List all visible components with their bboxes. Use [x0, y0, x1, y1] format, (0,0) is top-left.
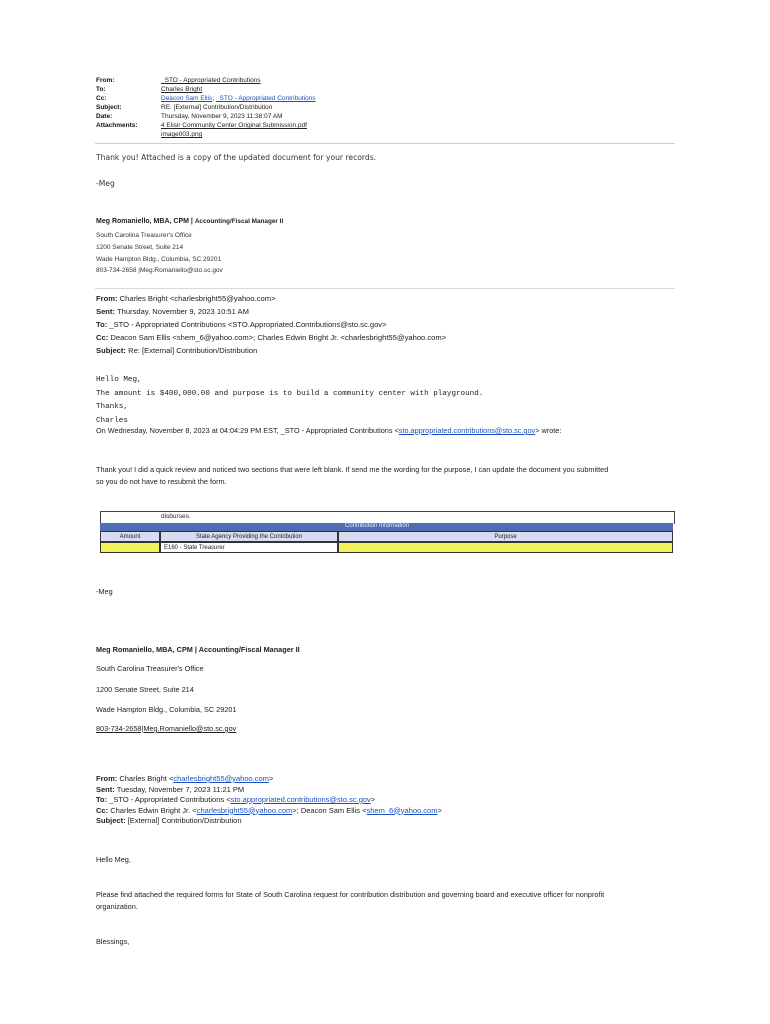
signature2-line2: 1200 Senate Street, Suite 214: [96, 685, 194, 694]
signature1-name-text: Meg Romaniello, MBA, CPM |: [96, 218, 193, 225]
signature1-line2: 1200 Senate Street, Suite 214: [96, 244, 184, 251]
msg2-sent-label: Sent:: [96, 307, 115, 316]
msg4-cc-link2[interactable]: shem_6@yahoo.com: [366, 805, 438, 815]
msg2-line4: Charles: [96, 417, 128, 425]
msg4-subject-label: Subject:: [96, 816, 126, 825]
attachment-link-1[interactable]: 4 Elisir Community Center Original Submission.pdf: [161, 122, 307, 129]
msg4-subject-row: [96, 816, 442, 827]
header-date-value: Thursday, November 9, 2023 11:38:07 AM: [161, 113, 283, 120]
msg3-body-line2: so you do not have to resubmit the form.: [96, 477, 227, 486]
msg4-header: [96, 774, 442, 827]
msg4-greeting: Hello Meg,: [96, 855, 131, 864]
attachment-link-2[interactable]: image003.png: [161, 131, 203, 138]
header-date-label: Date:: [96, 113, 113, 120]
msg2-to-value: _STO - Appropriated Contributions <STO.Appropriated.Contributions@sto.sc.gov>: [109, 320, 387, 329]
signature1-title: Accounting/Fiscal Manager II: [194, 218, 284, 225]
table-col-purpose: Purpose: [338, 531, 673, 542]
msg4-sent-row: [96, 785, 442, 796]
msg4-to-link[interactable]: sto.appropriated.contributions@sto.sc.gov: [230, 795, 371, 804]
msg2-line1: Hello Meg,: [96, 376, 142, 384]
signature2-line3: Wade Hampton Bldg., Columbia, SC 29201: [96, 705, 237, 714]
msg4-from-link[interactable]: charlesbright55@yahoo.com: [173, 774, 269, 783]
msg4-cc-prefix: Charles Edwin Bright Jr. <: [110, 805, 197, 815]
header-divider: [95, 143, 675, 144]
msg2-wrote-suffix: > wrote:: [535, 426, 562, 435]
msg2-subject-label: Subject:: [96, 346, 126, 355]
table-band-label: Contribution Information: [345, 523, 410, 529]
msg2-wrote-line: [96, 426, 561, 435]
table-col-agency: State Agency Providing the Contribution: [160, 531, 338, 542]
msg4-subject-value: [External] Contribution/Distribution: [127, 816, 242, 825]
msg4-body-line2: organization.: [96, 902, 138, 911]
header-cc-row: [96, 94, 316, 103]
msg4-closing: Blessings,: [96, 937, 130, 946]
header-to-row: [96, 85, 202, 94]
msg4-to-label: To:: [96, 795, 108, 804]
signature2-line4-link[interactable]: 803-734-2658|Meg.Romaniello@sto.sc.gov: [96, 724, 237, 733]
msg2-to-label: To:: [96, 320, 108, 329]
table-top-text: disburses.: [161, 513, 191, 520]
signature1-line4: 803-734-2658 |Meg.Romaniello@sto.sc.gov: [96, 267, 223, 274]
msg4-sent-value: Tuesday, November 7, 2023 11:21 PM: [116, 784, 245, 794]
header-attachments-row: [96, 121, 307, 130]
msg4-from-prefix: Charles Bright <: [119, 774, 174, 783]
reply1-sign: -Meg: [96, 179, 115, 188]
msg4-cc-row: [96, 806, 442, 817]
msg2-from-row: [96, 292, 446, 305]
signature1-line1: South Carolina Treasurer's Office: [96, 232, 192, 239]
table-col-amount: Amount: [100, 531, 160, 542]
msg2-sent-row: [96, 305, 446, 318]
header-cc-value-2[interactable]: _STO - Appropriated Contributions: [215, 95, 316, 102]
table-agency-cell: E160 - State Treasurer: [160, 542, 338, 553]
header-subject-label: Subject:: [96, 104, 122, 111]
msg2-wrote-prefix: On Wednesday, November 8, 2023 at 04:04:29 PM EST, _STO - Appropriated Contributions <: [96, 426, 399, 435]
header-attachments-label: Attachments:: [96, 122, 138, 129]
msg2-header: [96, 292, 446, 357]
header-cc-values: [161, 94, 316, 103]
msg2-cc-label: Cc:: [96, 333, 109, 342]
header-from-label: From:: [96, 77, 115, 84]
header-subject-row: [96, 103, 272, 112]
msg4-from-row: [96, 774, 442, 785]
msg4-from-label: From:: [96, 774, 118, 783]
signature1-line3: Wade Hampton Bldg., Columbia, SC 29201: [96, 256, 222, 263]
msg2-from-value: Charles Bright <charlesbright55@yahoo.com>: [119, 294, 276, 303]
msg4-body-line1: Please find attached the required forms for State of South Carolina request for contribution distribution and governing board and executive officer for nonprofit: [96, 890, 605, 899]
table-band: [100, 523, 673, 531]
signature1-name: [96, 218, 283, 225]
signature2-line1: South Carolina Treasurer's Office: [96, 664, 204, 673]
msg4-to-row: [96, 795, 442, 806]
header-date-row: [96, 112, 283, 121]
msg2-divider: [95, 288, 675, 289]
msg2-cc-value: Deacon Sam Ellis <shem_6@yahoo.com>; Charles Edwin Bright Jr. <charlesbright55@yahoo.com>: [110, 333, 447, 342]
msg4-from-suffix: >: [268, 774, 274, 783]
header-cc-value-1[interactable]: Deacon Sam Ellis: [161, 95, 213, 102]
msg4-cc-mid: >; Deacon Sam Ellis <: [292, 805, 367, 815]
msg2-from-label: From:: [96, 294, 118, 303]
msg2-to-row: [96, 318, 446, 331]
msg2-sent-value: Thursday, November 9, 2023 10:51 AM: [116, 307, 249, 316]
msg4-to-suffix: >: [370, 795, 376, 804]
reply1-body: Thank you! Attached is a copy of the updated document for your records.: [96, 153, 377, 162]
table-amount-cell: [100, 542, 160, 553]
msg4-to-prefix: _STO - Appropriated Contributions <: [109, 795, 231, 804]
msg2-line2: The amount is $400,000.00 and purpose is to build a community center with playground.: [96, 390, 484, 398]
msg4-cc-label: Cc:: [96, 805, 109, 815]
msg4-cc-suffix: >: [437, 805, 442, 815]
msg2-subject-row: [96, 344, 446, 357]
msg3-body-line1: Thank you! I did a quick review and noticed two sections that were left blank. If send me the wording for the purpose, I can update the document you submitted: [96, 465, 609, 474]
signature2-name: Meg Romaniello, MBA, CPM | Accounting/Fiscal Manager II: [96, 645, 300, 654]
header-from-value[interactable]: _STO - Appropriated Contributions: [161, 77, 261, 84]
msg2-line3: Thanks,: [96, 403, 128, 411]
table-purpose-cell: [338, 542, 673, 553]
header-to-value[interactable]: Charles Bright: [161, 86, 203, 93]
msg2-cc-row: [96, 331, 446, 344]
header-cc-sep: ;: [212, 95, 216, 102]
msg4-cc-link1[interactable]: charlesbright55@yahoo.com: [196, 805, 293, 815]
header-attachments-row-2: [96, 130, 202, 139]
header-cc-label: Cc:: [96, 95, 107, 102]
header-from-row: [96, 76, 261, 85]
msg4-sent-label: Sent:: [96, 784, 115, 794]
msg2-wrote-link[interactable]: sto.appropriated.contributions@sto.sc.gov: [398, 426, 536, 435]
msg3-sign: -Meg: [96, 587, 113, 596]
header-to-label: To:: [96, 86, 106, 93]
contribution-table-image: [100, 511, 673, 553]
header-subject-value: RE: [External] Contribution/Distribution: [161, 104, 273, 111]
msg2-subject-value: Re: [External] Contribution/Distribution: [128, 346, 258, 355]
